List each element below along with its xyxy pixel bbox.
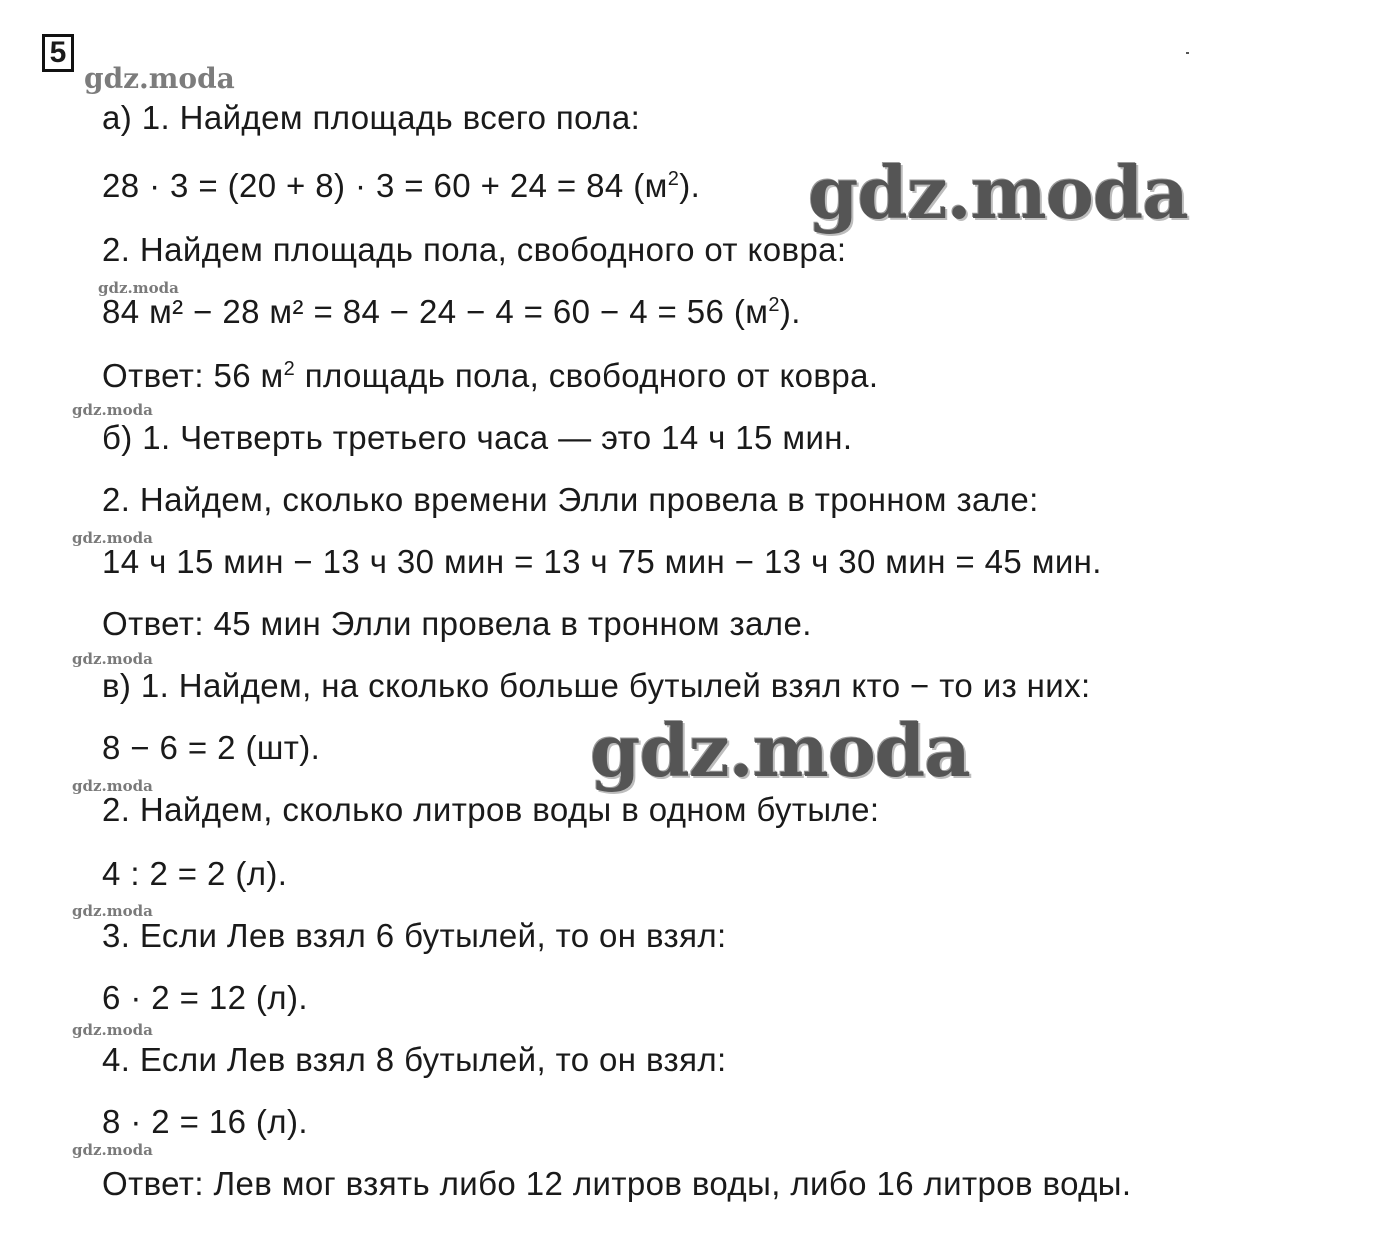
watermark-logo: gdz.moda	[72, 529, 153, 547]
text-line: а) 1. Найдем площадь всего пола:	[102, 99, 641, 136]
task-number-box: 5	[42, 34, 74, 72]
text-line: Ответ: 56 $м^2$ площадь пола, свободного от ковра.	[102, 357, 879, 394]
text-line: 2. Найдем, сколько времени Элли провела в тронном зале:	[102, 481, 1039, 518]
text-line: в) 1. Найдем, на сколько больше бутылей взял кто − то из них:	[102, 667, 1091, 704]
text-line: 14 ч 15 мин − 13 ч 30 мин = 13 ч 75 мин − 13 ч 30 мин = 45 мин.	[102, 543, 1102, 580]
watermark-logo-large: gdz.moda	[808, 150, 1188, 235]
watermark-logo: gdz.moda	[98, 279, 179, 297]
text-line: б) 1. Четверть третьего часа — это 14 ч 15 мин.	[102, 419, 853, 456]
text-line: Ответ: 45 мин Элли провела в тронном зале.	[102, 605, 812, 642]
watermark-logo: gdz.moda	[72, 650, 153, 668]
watermark-logo: gdz.moda	[72, 902, 153, 920]
watermark-logo-large: gdz.moda	[590, 708, 970, 793]
text-line: Ответ: Лев мог взять либо 12 литров воды, либо 16 литров воды.	[102, 1165, 1132, 1202]
text-line: 28 · 3 = (20 + 8) · 3 = 60 + 24 = 84 $(м^2)$.	[102, 167, 701, 204]
watermark-logo: gdz.moda	[84, 62, 235, 95]
speck-mark	[1186, 52, 1189, 54]
text-line: 3. Если Лев взял 6 бутылей, то он взял:	[102, 917, 727, 954]
watermark-logo: gdz.moda	[72, 777, 153, 795]
text-line: 8 · 2 = 16 (л).	[102, 1103, 308, 1140]
text-line: 84 м² − 28 м² = 84 − 24 − 4 = 60 − 4 = 56 $(м^2)$.	[102, 293, 801, 330]
text-line: 2. Найдем площадь пола, свободного от ковра:	[102, 231, 847, 268]
text-line: 4 : 2 = 2 (л).	[102, 855, 288, 892]
watermark-logo: gdz.moda	[72, 1141, 153, 1159]
text-line: 6 · 2 = 12 (л).	[102, 979, 308, 1016]
text-line: 4. Если Лев взял 8 бутылей, то он взял:	[102, 1041, 727, 1078]
text-line: 2. Найдем, сколько литров воды в одном бутыле:	[102, 791, 880, 828]
watermark-logo: gdz.moda	[72, 1021, 153, 1039]
text-line: 8 − 6 = 2 (шт).	[102, 729, 321, 766]
watermark-logo: gdz.moda	[72, 401, 153, 419]
